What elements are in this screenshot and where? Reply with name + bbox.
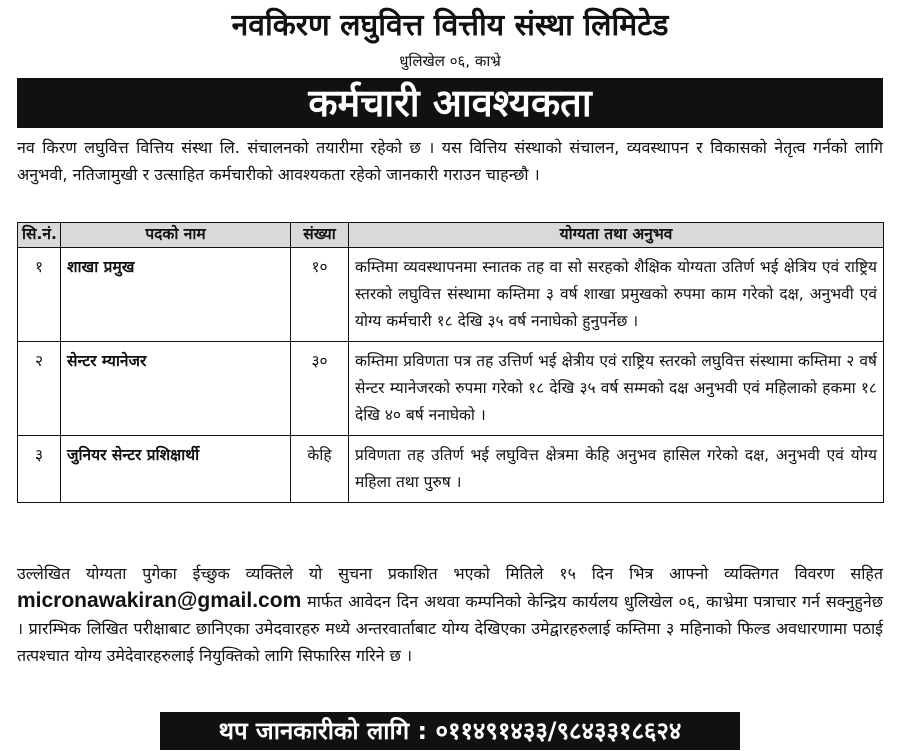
row-count: १० xyxy=(291,248,349,342)
header-count: संख्या xyxy=(291,223,349,248)
row-sn: २ xyxy=(18,342,61,436)
row-qualification: कम्तिमा व्यवस्थापनमा स्नातक तह वा सो सरहको शैक्षिक योग्यता उतिर्ण भई क्षेत्रिय एवं राष्ट्रिय स्तरको लघुवित्त संस्थामा कम्तिमा ३ वर्ष शाखा प्रमुखको रुपमा काम गरेको दक्ष, अनुभवी एवं योग्य कर्मचारी १८ देखि ३५ वर्ष ननाघेको हुनुपर्नेछ । xyxy=(349,248,884,342)
contact-banner: थप जानकारीको लागि : ०११४९१४३३/९८४३३१८६२४ xyxy=(160,712,740,750)
intro-paragraph: नव किरण लघुवित्त वित्तिय संस्था लि. संचालनको तयारीमा रहेको छ । यस वित्तिय संस्थाको संचालन, व्यवस्थापन र विकासको नेतृत्व गर्नको लागि अनुभवी, नतिजामुखी र उत्साहित कर्मचारीको आवश्यकता रहेको जानकारी गराउन चाहन्छौ । xyxy=(17,138,883,184)
closing-text-before-email: उल्लेखित योग्यता पुगेका ईच्छुक व्यक्तिले यो सुचना प्रकाशित भएको मितिले १५ दिन भित्र आफ्नो व्यक्तिगत विवरण सहित xyxy=(17,564,883,583)
row-qualification: प्रविणता तह उतिर्ण भई लघुवित्त क्षेत्रमा केहि अनुभव हासिल गरेको दक्ष, अनुभवी एवं योग्य महिला तथा पुरुष । xyxy=(349,436,884,503)
closing-paragraph xyxy=(17,560,883,669)
vacancy-banner: कर्मचारी आवश्यकता xyxy=(17,78,883,128)
header-qualification: योग्यता तथा अनुभव xyxy=(349,223,884,248)
table-header-row xyxy=(18,223,884,248)
row-position: शाखा प्रमुख xyxy=(61,248,291,342)
header-position: पदको नाम xyxy=(61,223,291,248)
row-position: सेन्टर म्यानेजर xyxy=(61,342,291,436)
row-sn: ३ xyxy=(18,436,61,503)
table-row xyxy=(18,248,884,342)
row-count: केहि xyxy=(291,436,349,503)
table-row xyxy=(18,436,884,503)
email-address: micronawakiran@gmail.com xyxy=(17,589,302,612)
organization-address: धुलिखेल ०६, काभ्रे xyxy=(399,52,501,70)
row-sn: १ xyxy=(18,248,61,342)
organization-name: नवकिरण लघुवित्त वित्तीय संस्था लिमिटेड xyxy=(231,8,669,43)
row-qualification: कम्तिमा प्रविणता पत्र तह उत्तिर्ण भई क्षेत्रीय एवं राष्ट्रिय स्तरको लघुवित्त संस्थामा कम्तिमा २ वर्ष सेन्टर म्यानेजरको रुपमा गरेको १८ देखि ३५ वर्ष सम्मको दक्ष अनुभवी एवं महिलाको हकमा १८ देखि ४० बर्ष ननाघेको । xyxy=(349,342,884,436)
table-row xyxy=(18,342,884,436)
vacancy-table xyxy=(17,222,884,503)
closing-text-after-email: मार्फत आवेदन दिन अथवा कम्पनिको केन्द्रिय कार्यलय धुलिखेल ०६, काभ्रेमा पत्राचार गर्न सक्नुहुनेछ । प्रारम्भिक लिखित परीक्षाबाट छानिएका उमेदवारहरु मध्ये अन्तरवार्ताबाट योग्य देखिएका उमेद्वारहरुलाई कम्तिमा ३ महिनाको फिल्ड अवधारणामा पठाई तत्पश्चात योग्य उमेदेवारहरुलाई नियुक्तिको लागि सिफारिस गरिने छ । xyxy=(17,592,883,665)
row-position: जुनियर सेन्टर प्रशिक्षार्थी xyxy=(61,436,291,503)
header-sn: सि.नं. xyxy=(18,223,61,248)
row-count: ३० xyxy=(291,342,349,436)
